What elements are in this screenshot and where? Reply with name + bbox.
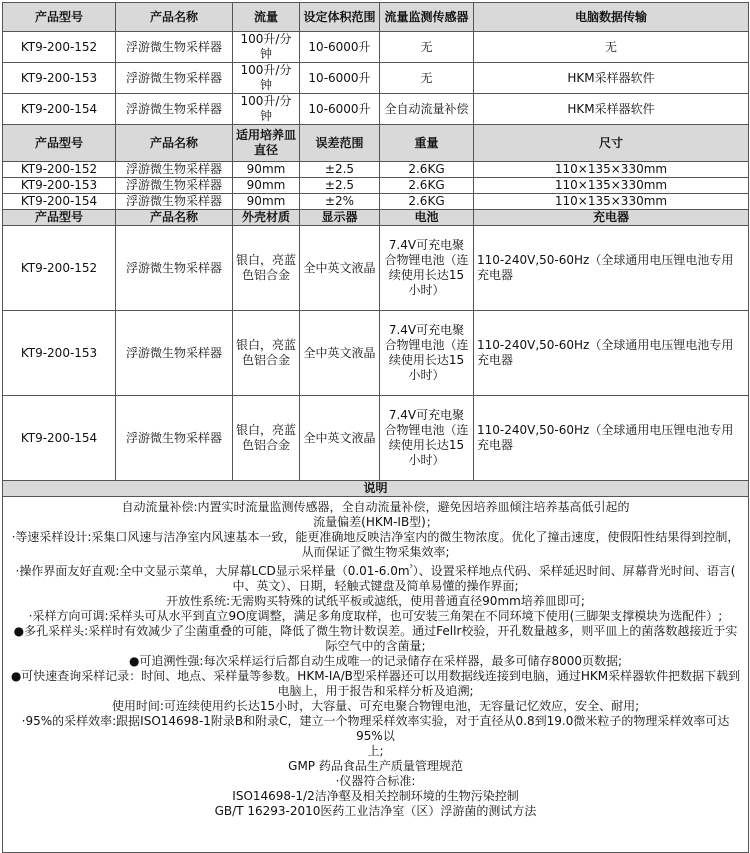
flow-cell: 100升/分钟 bbox=[233, 32, 300, 63]
product-name-cell: 浮游微生物采样器 bbox=[116, 178, 233, 194]
table1-header-cell: 产品名称 bbox=[116, 3, 233, 32]
note-line: 上; bbox=[367, 744, 384, 758]
charger-cell: 110-240V,50-60Hz（全球通用电压锂电池专用充电器 bbox=[474, 396, 749, 481]
table-row bbox=[3, 194, 749, 210]
table1-header-cell: 设定体积范围 bbox=[300, 3, 380, 32]
table-row bbox=[3, 396, 749, 481]
flow-sensor-cell: 全自动流量补偿 bbox=[380, 94, 474, 125]
model-cell: KT9-200-153 bbox=[3, 178, 116, 194]
data-transfer-cell: HKM采样器软件 bbox=[474, 94, 749, 125]
note-line: 中、英文）、日期，轻触式键盘及简单易懂的操作界面; bbox=[232, 579, 519, 593]
table3-header-cell: 显示器 bbox=[300, 210, 380, 226]
note-line: 从而保证了微生物采集效率; bbox=[301, 545, 450, 559]
product-name-cell: 浮游微生物采样器 bbox=[116, 94, 233, 125]
flow-cell: 100升/分钟 bbox=[233, 63, 300, 94]
display-cell: 全中英文液晶 bbox=[300, 226, 380, 311]
product-name-cell: 浮游微生物采样器 bbox=[116, 311, 233, 396]
note-line: 使用时间:可连续使用约长达15小时，大容量、可充电聚合物锂电池，无容量记忆效应，安全、耐用; bbox=[111, 699, 640, 713]
flow-sensor-cell: 无 bbox=[380, 32, 474, 63]
note-line: 开放性系统:无需购买特殊的试纸平板或滤纸，使用普通直径90mm培养皿即可; bbox=[166, 594, 585, 608]
note-line: 流量偏差(HKM-IB型)； bbox=[313, 515, 438, 529]
model-cell: KT9-200-154 bbox=[3, 94, 116, 125]
note-line: 电脑上，用于报告和采样分析及追溯; bbox=[277, 684, 474, 698]
table-row bbox=[3, 226, 749, 311]
notes-header-row bbox=[3, 481, 749, 497]
data-transfer-cell: 无 bbox=[474, 32, 749, 63]
table3-header-cell: 产品名称 bbox=[116, 210, 233, 226]
table-row bbox=[3, 63, 749, 94]
note-text: ·操作界面友好直观:全中文显示菜单，大屏幕LCD显示采样量（0.01-6.0m bbox=[15, 564, 410, 578]
error-range-cell: ±2.5 bbox=[300, 162, 380, 178]
error-range-cell: ±2.5 bbox=[300, 178, 380, 194]
table3-header-cell: 电池 bbox=[380, 210, 474, 226]
charger-cell: 110-240V,50-60Hz（全球通用电压锂电池专用充电器 bbox=[474, 311, 749, 396]
dish-diameter-cell: 90mm bbox=[233, 178, 300, 194]
notes-row bbox=[3, 497, 749, 853]
model-cell: KT9-200-153 bbox=[3, 311, 116, 396]
dish-diameter-cell: 90mm bbox=[233, 162, 300, 178]
size-cell: 110×135×330mm bbox=[474, 178, 749, 194]
product-name-cell: 浮游微生物采样器 bbox=[116, 32, 233, 63]
table2-header-cell: 误差范围 bbox=[300, 125, 380, 162]
superscript-three: ³ bbox=[409, 563, 413, 572]
data-transfer-cell: HKM采样器软件 bbox=[474, 63, 749, 94]
note-line: 自动流量补偿:内置实时流量监测传感器，全自动流量补偿，避免因培养皿倾注培养基高低引起的 bbox=[121, 500, 630, 514]
note-line: GMP 药品食品生产质量管理规范 bbox=[288, 759, 463, 773]
model-cell: KT9-200-153 bbox=[3, 63, 116, 94]
dish-diameter-cell: 90mm bbox=[233, 194, 300, 210]
weight-cell: 2.6KG bbox=[380, 162, 474, 178]
table-row bbox=[3, 178, 749, 194]
model-cell: KT9-200-152 bbox=[3, 226, 116, 311]
note-line: ·95%的采样效率:跟据ISO14698-1附录B和附录C，建立一个物理采样效率实验，对于直径从0.8到19.0微米粒子的物理采样效率可达95%以 bbox=[21, 714, 730, 743]
table2-header-cell: 产品名称 bbox=[116, 125, 233, 162]
flow-sensor-cell: 无 bbox=[380, 63, 474, 94]
note-line: ·采样方向可调:采样头可从水平到直立9O度调整，满足多角度取样，也可安装三角架在不同环境下使用(三脚架支撑模块为选配件）; bbox=[28, 609, 723, 623]
volume-range-cell: 10-6000升 bbox=[300, 32, 380, 63]
table-row bbox=[3, 32, 749, 63]
model-cell: KT9-200-152 bbox=[3, 162, 116, 178]
note-line: ISO14698-1/2洁净壑及相关控制环境的生物污染控制 bbox=[232, 789, 519, 803]
volume-range-cell: 10-6000升 bbox=[300, 94, 380, 125]
spec-table bbox=[2, 2, 749, 853]
product-name-cell: 浮游微生物采样器 bbox=[116, 162, 233, 178]
notes-body bbox=[3, 497, 749, 853]
size-cell: 110×135×330mm bbox=[474, 194, 749, 210]
note-line: GB/T 16293-2010医药工业洁净室（区）浮游菌的测试方法 bbox=[214, 804, 537, 818]
table2-header-cell: 尺寸 bbox=[474, 125, 749, 162]
model-cell: KT9-200-152 bbox=[3, 32, 116, 63]
charger-cell: 110-240V,50-60Hz（全球通用电压锂电池专用充电器 bbox=[474, 226, 749, 311]
battery-cell: 7.4V可充电聚合物锂电池（连续使用长达15小时） bbox=[380, 226, 474, 311]
table-row bbox=[3, 311, 749, 396]
shell-material-cell: 银白，亮蓝色铝合金 bbox=[233, 311, 300, 396]
volume-range-cell: 10-6000升 bbox=[300, 63, 380, 94]
size-cell: 110×135×330mm bbox=[474, 162, 749, 178]
table1-header-row bbox=[3, 3, 749, 32]
table-row bbox=[3, 94, 749, 125]
table3-header-row bbox=[3, 210, 749, 226]
table1-header-cell: 流量 bbox=[233, 3, 300, 32]
product-name-cell: 浮游微生物采样器 bbox=[116, 63, 233, 94]
product-name-cell: 浮游微生物采样器 bbox=[116, 226, 233, 311]
weight-cell: 2.6KG bbox=[380, 194, 474, 210]
battery-cell: 7.4V可充电聚合物锂电池（连续使用长达15小时） bbox=[380, 396, 474, 481]
shell-material-cell: 银白，亮蓝色铝合金 bbox=[233, 226, 300, 311]
model-cell: KT9-200-154 bbox=[3, 194, 116, 210]
table2-header-cell: 产品型号 bbox=[3, 125, 116, 162]
product-name-cell: 浮游微生物采样器 bbox=[116, 194, 233, 210]
table1-header-cell: 产品型号 bbox=[3, 3, 116, 32]
table2-header-row bbox=[3, 125, 749, 162]
table1-header-cell: 电脑数据传输 bbox=[474, 3, 749, 32]
table-row bbox=[3, 162, 749, 178]
weight-cell: 2.6KG bbox=[380, 178, 474, 194]
note-line bbox=[9, 560, 742, 579]
battery-cell: 7.4V可充电聚合物锂电池（连续使用长达15小时） bbox=[380, 311, 474, 396]
table3-header-cell: 产品型号 bbox=[3, 210, 116, 226]
shell-material-cell: 银白，亮蓝色铝合金 bbox=[233, 396, 300, 481]
note-line: ●多孔采样头:采样时有效减少了尘菌重叠的可能，降低了微生物计数误差。通过Fellr校验，开孔数量越多，则平皿上的菌落数越接近于实 bbox=[13, 624, 738, 638]
note-line: ·仪器符合标准: bbox=[335, 774, 416, 788]
notes-title: 说明 bbox=[3, 481, 749, 497]
table3-header-cell: 充电器 bbox=[474, 210, 749, 226]
flow-cell: 100升/分钟 bbox=[233, 94, 300, 125]
table2-header-cell: 重量 bbox=[380, 125, 474, 162]
table2-header-cell: 适用培养皿直径 bbox=[233, 125, 300, 162]
model-cell: KT9-200-154 bbox=[3, 396, 116, 481]
note-line: ●可快速查询采样记录：时间、地点、采样量等参数。HKM-IA/B型采样器还可以用数据线连接到电脑，通过HKM采样器软件把数据下载到 bbox=[10, 669, 741, 683]
table3-header-cell: 外壳材质 bbox=[233, 210, 300, 226]
note-line: 际空气中的含菌量; bbox=[325, 639, 426, 653]
note-line: ●可追溯性强:每次采样运行后都自动生成唯一的记录储存在采样器，最多可储存8000页数据; bbox=[128, 654, 623, 668]
note-line: ·等速采样设计:采集口风速与洁净室内风速基本一致，能更准确地反映洁净室内的微生物浓度。优化了撞击速度，使假阳性结果得到控制， bbox=[11, 530, 740, 544]
display-cell: 全中英文液晶 bbox=[300, 311, 380, 396]
note-text: ）、设置采样地点代码、采样延迟时间、屏幕背光时间、语言( bbox=[412, 564, 736, 578]
table1-header-cell: 流量监测传感器 bbox=[380, 3, 474, 32]
display-cell: 全中英文液晶 bbox=[300, 396, 380, 481]
product-name-cell: 浮游微生物采样器 bbox=[116, 396, 233, 481]
error-range-cell: ±2% bbox=[300, 194, 380, 210]
